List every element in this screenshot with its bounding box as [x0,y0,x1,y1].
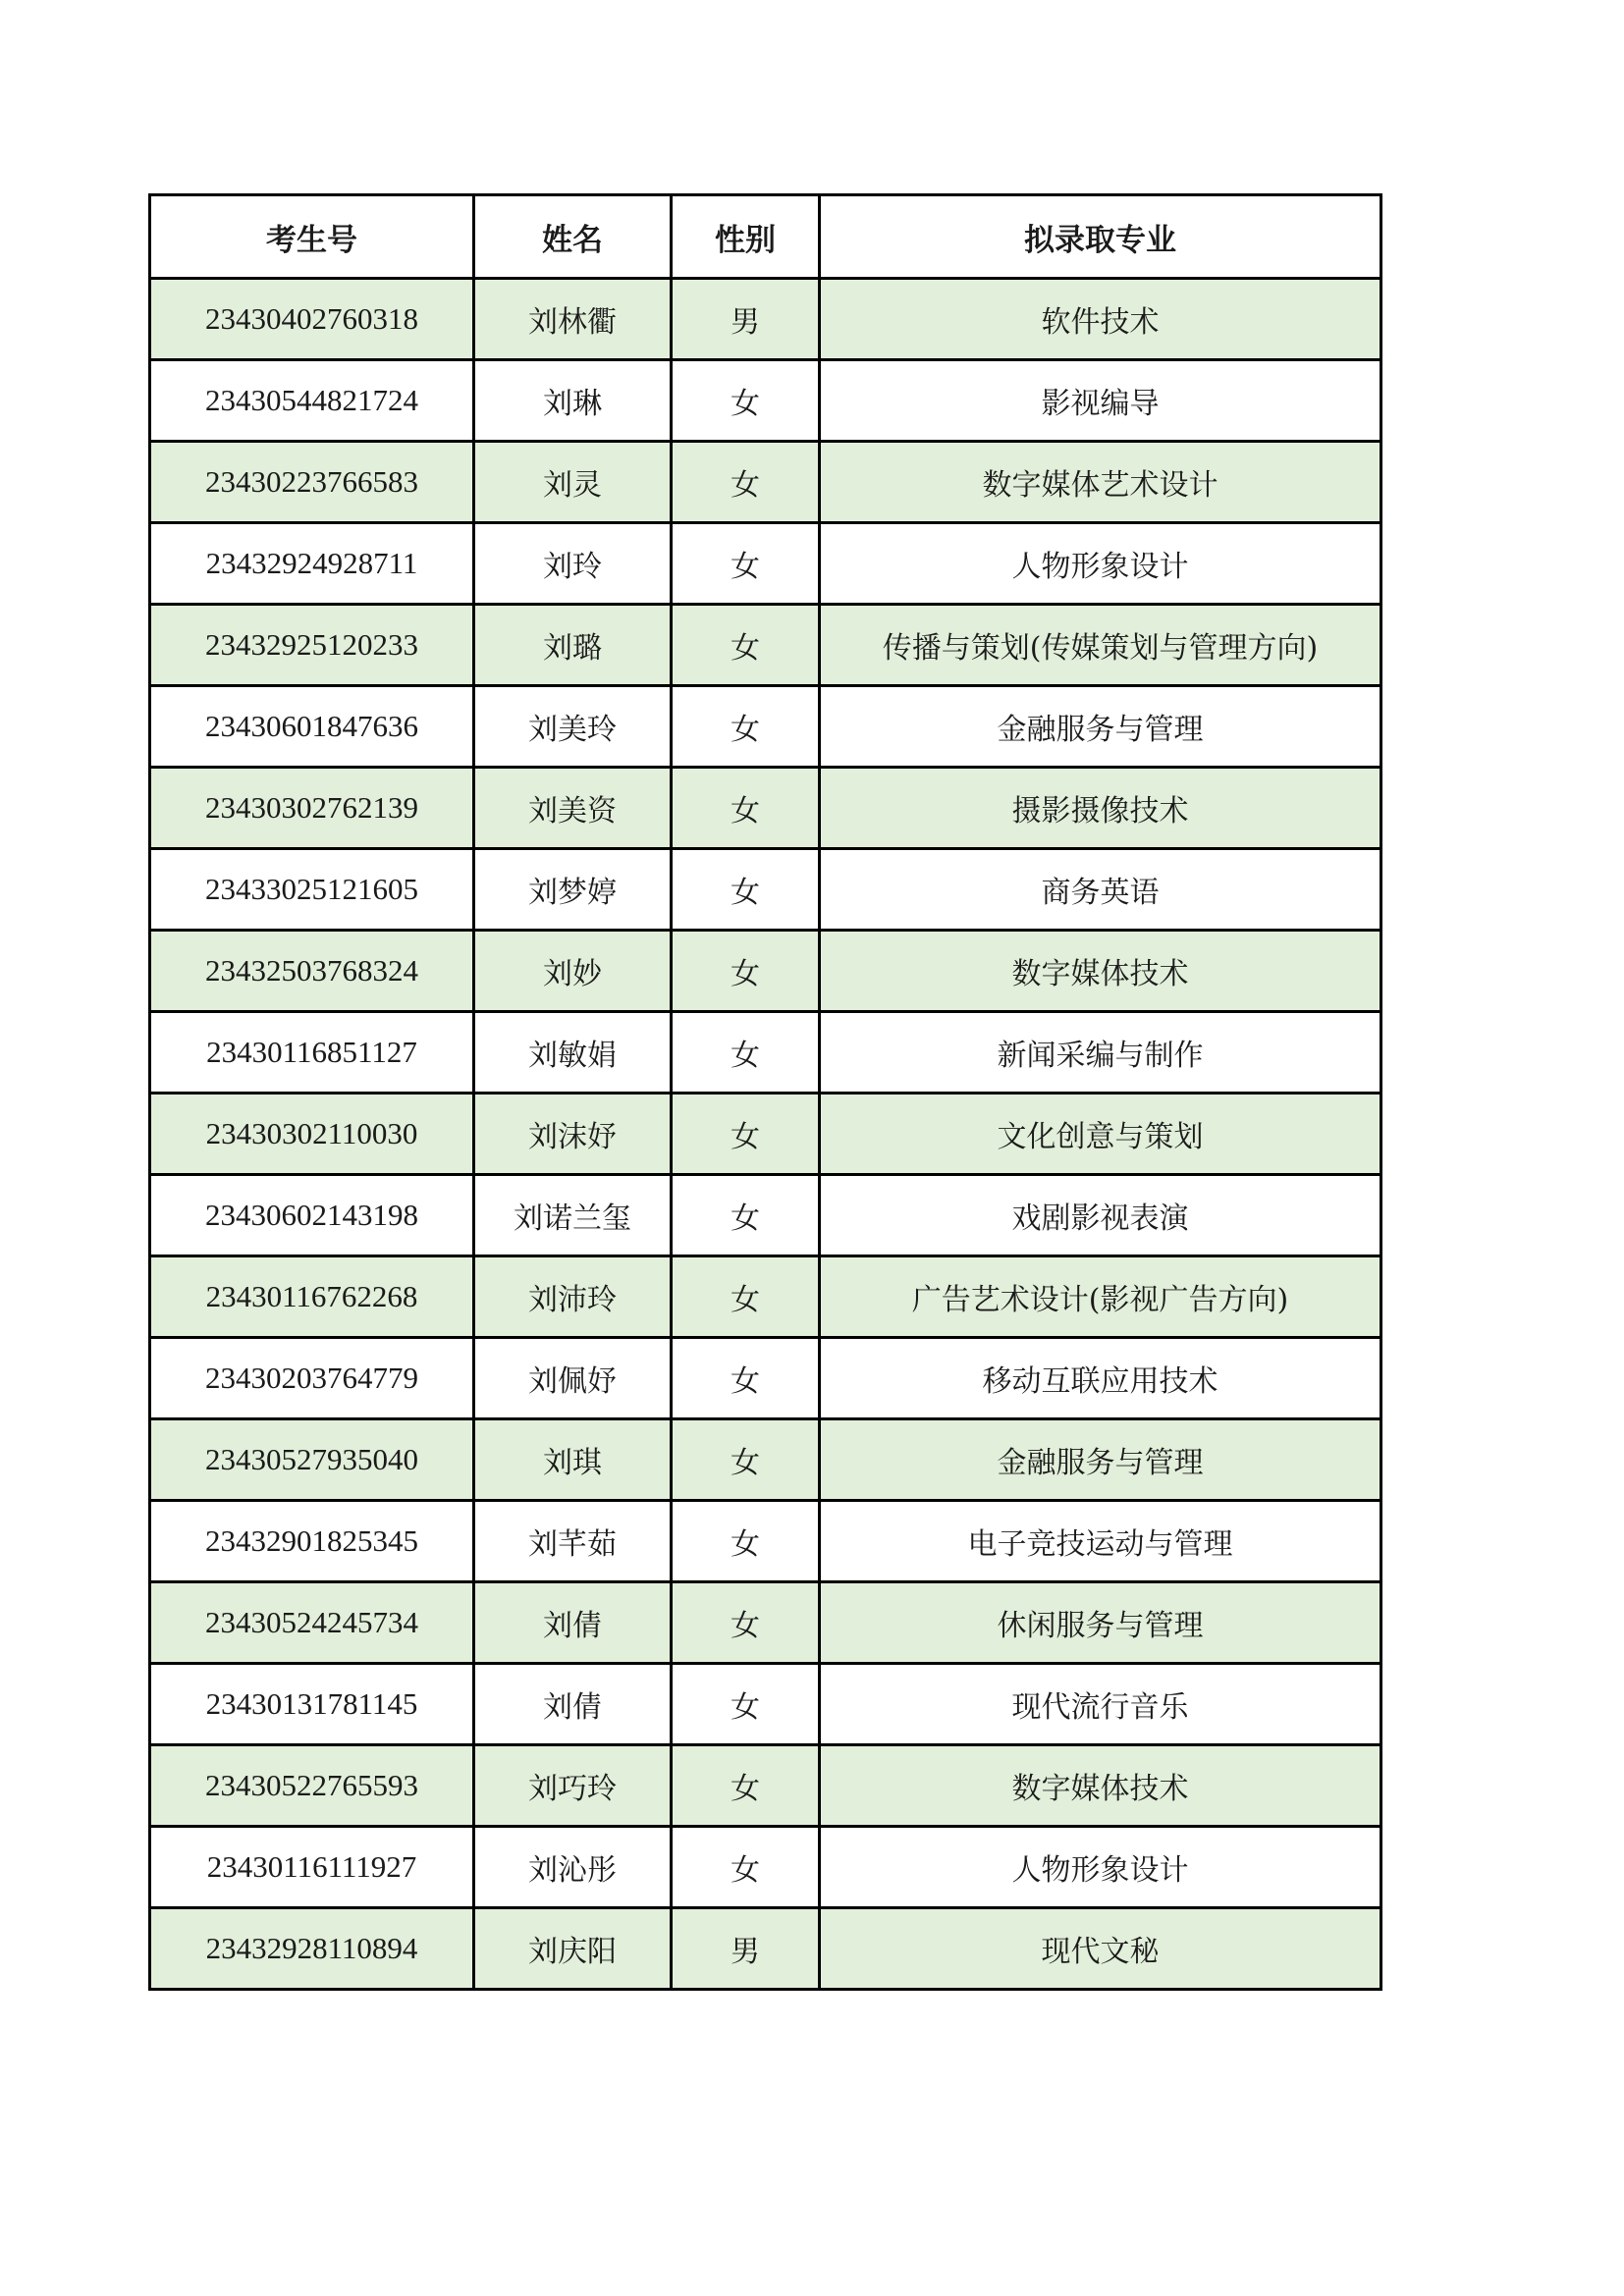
cell-name: 刘美玲 [474,686,672,768]
cell-gender: 女 [672,605,820,686]
cell-name: 刘沁彤 [474,1827,672,1908]
cell-name: 刘璐 [474,605,672,686]
cell-gender: 女 [672,1256,820,1338]
table-row [150,1501,1381,1582]
cell-major: 新闻采编与制作 [820,1012,1381,1094]
cell-exam-id: 23430302762139 [150,768,474,849]
cell-gender: 男 [672,279,820,360]
cell-exam-id: 23432901825345 [150,1501,474,1582]
table-row [150,1582,1381,1664]
table-header-row [150,195,1381,279]
cell-major: 软件技术 [820,279,1381,360]
header-major: 拟录取专业 [820,195,1381,279]
cell-gender: 女 [672,523,820,605]
admission-table [148,193,1382,1991]
cell-gender: 女 [672,686,820,768]
table-row [150,849,1381,931]
cell-gender: 男 [672,1908,820,1990]
cell-major: 商务英语 [820,849,1381,931]
cell-exam-id: 23430601847636 [150,686,474,768]
cell-name: 刘妙 [474,931,672,1012]
admission-list [148,193,1380,1991]
cell-gender: 女 [672,1419,820,1501]
cell-exam-id: 23432503768324 [150,931,474,1012]
table-row [150,1338,1381,1419]
cell-major: 金融服务与管理 [820,686,1381,768]
cell-major: 电子竞技运动与管理 [820,1501,1381,1582]
cell-exam-id: 23430544821724 [150,360,474,442]
cell-exam-id: 23430524245734 [150,1582,474,1664]
table-row [150,1419,1381,1501]
cell-exam-id: 23430116111927 [150,1827,474,1908]
table-row [150,442,1381,523]
cell-name: 刘庆阳 [474,1908,672,1990]
cell-name: 刘倩 [474,1664,672,1745]
cell-major: 影视编导 [820,360,1381,442]
header-name: 姓名 [474,195,672,279]
cell-name: 刘琳 [474,360,672,442]
cell-major: 休闲服务与管理 [820,1582,1381,1664]
cell-exam-id: 23430527935040 [150,1419,474,1501]
cell-exam-id: 23430131781145 [150,1664,474,1745]
table-row [150,1745,1381,1827]
cell-major: 现代流行音乐 [820,1664,1381,1745]
cell-name: 刘美资 [474,768,672,849]
table-row [150,768,1381,849]
cell-major: 金融服务与管理 [820,1419,1381,1501]
table-row [150,931,1381,1012]
cell-name: 刘佩妤 [474,1338,672,1419]
cell-exam-id: 23430302110030 [150,1094,474,1175]
cell-gender: 女 [672,360,820,442]
cell-major: 戏剧影视表演 [820,1175,1381,1256]
cell-exam-id: 23432925120233 [150,605,474,686]
cell-name: 刘梦婷 [474,849,672,931]
cell-gender: 女 [672,1582,820,1664]
cell-name: 刘敏娟 [474,1012,672,1094]
cell-major: 数字媒体艺术设计 [820,442,1381,523]
cell-name: 刘琪 [474,1419,672,1501]
table-row [150,1908,1381,1990]
cell-gender: 女 [672,1175,820,1256]
cell-gender: 女 [672,768,820,849]
cell-gender: 女 [672,1094,820,1175]
cell-gender: 女 [672,849,820,931]
cell-name: 刘灵 [474,442,672,523]
cell-exam-id: 23432928110894 [150,1908,474,1990]
cell-major: 现代文秘 [820,1908,1381,1990]
table-row [150,605,1381,686]
cell-gender: 女 [672,1827,820,1908]
cell-gender: 女 [672,931,820,1012]
table-row [150,1827,1381,1908]
table-row [150,1175,1381,1256]
header-exam-id: 考生号 [150,195,474,279]
cell-name: 刘诺兰玺 [474,1175,672,1256]
table-row [150,523,1381,605]
cell-gender: 女 [672,1338,820,1419]
cell-name: 刘巧玲 [474,1745,672,1827]
table-row [150,1012,1381,1094]
cell-major: 数字媒体技术 [820,931,1381,1012]
cell-major: 摄影摄像技术 [820,768,1381,849]
cell-major: 文化创意与策划 [820,1094,1381,1175]
cell-major: 广告艺术设计(影视广告方向) [820,1256,1381,1338]
cell-exam-id: 23430223766583 [150,442,474,523]
cell-major: 人物形象设计 [820,1827,1381,1908]
cell-exam-id: 23432924928711 [150,523,474,605]
cell-name: 刘沫妤 [474,1094,672,1175]
cell-gender: 女 [672,1012,820,1094]
cell-gender: 女 [672,442,820,523]
cell-exam-id: 23430402760318 [150,279,474,360]
table-row [150,360,1381,442]
cell-exam-id: 23430116762268 [150,1256,474,1338]
cell-name: 刘倩 [474,1582,672,1664]
cell-exam-id: 23433025121605 [150,849,474,931]
cell-name: 刘沛玲 [474,1256,672,1338]
table-row [150,686,1381,768]
cell-name: 刘玲 [474,523,672,605]
cell-major: 人物形象设计 [820,523,1381,605]
table-row [150,279,1381,360]
header-gender: 性别 [672,195,820,279]
cell-gender: 女 [672,1664,820,1745]
cell-major: 移动互联应用技术 [820,1338,1381,1419]
table-body [150,279,1381,1990]
cell-name: 刘林衢 [474,279,672,360]
cell-name: 刘芊茹 [474,1501,672,1582]
cell-major: 传播与策划(传媒策划与管理方向) [820,605,1381,686]
table-row [150,1094,1381,1175]
cell-exam-id: 23430116851127 [150,1012,474,1094]
cell-gender: 女 [672,1745,820,1827]
cell-exam-id: 23430602143198 [150,1175,474,1256]
table-row [150,1256,1381,1338]
cell-major: 数字媒体技术 [820,1745,1381,1827]
cell-exam-id: 23430522765593 [150,1745,474,1827]
cell-exam-id: 23430203764779 [150,1338,474,1419]
table-row [150,1664,1381,1745]
cell-gender: 女 [672,1501,820,1582]
